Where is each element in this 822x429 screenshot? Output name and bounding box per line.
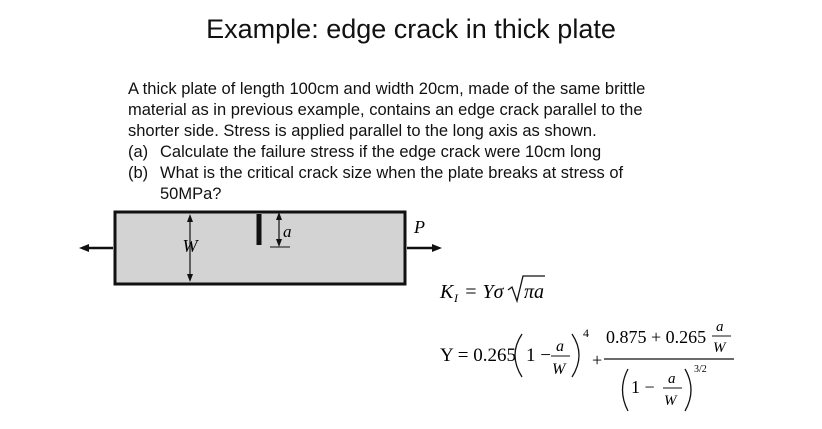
slide-title: Example: edge crack in thick plate <box>206 14 616 44</box>
power-4: 4 <box>583 326 589 340</box>
problem-line: material as in previous example, contains an edge crack parallel to the <box>128 101 643 119</box>
num-frac-w: W <box>713 340 726 356</box>
crack-length-label: a <box>283 222 292 241</box>
den-frac-a: a <box>668 371 676 387</box>
frac-w: W <box>552 361 566 378</box>
den-one-minus: 1 − <box>631 377 655 397</box>
sqrt-argument: πa <box>524 281 545 303</box>
left-paren <box>515 334 522 377</box>
den-power: 3/2 <box>694 364 707 375</box>
problem-line: shorter side. Stress is applied parallel to the long axis as shown. <box>128 122 597 140</box>
k-subscript: I <box>454 291 458 305</box>
numerator: 0.875 + 0.265 <box>606 327 707 347</box>
question-b-continuation: 50MPa? <box>160 185 222 203</box>
geometry-factor-equation <box>440 319 734 411</box>
stress-intensity-equation <box>439 276 545 305</box>
k-rhs: = Yσ <box>464 281 504 303</box>
k-symbol: K <box>440 281 454 303</box>
question-text: What is the critical crack size when the plate breaks at stress of <box>160 164 624 182</box>
width-label: W <box>182 236 198 256</box>
right-paren <box>572 334 579 377</box>
question-label: (b) <box>128 164 149 182</box>
one-minus: 1 − <box>526 345 551 366</box>
plus-sign: + <box>592 350 603 370</box>
problem-line: A thick plate of length 100cm and width 20cm, made of the same brittle <box>128 80 646 98</box>
den-left-paren <box>623 369 629 411</box>
den-frac-w: W <box>664 393 677 409</box>
question-label: (a) <box>128 143 149 161</box>
frac-a: a <box>556 338 564 355</box>
load-label: P <box>414 217 425 237</box>
den-right-paren <box>685 369 691 411</box>
y-lhs: Y = 0.265 <box>440 345 516 366</box>
question-text: Calculate the failure stress if the edge crack were 10cm long <box>160 143 602 161</box>
num-frac-a: a <box>716 319 724 335</box>
